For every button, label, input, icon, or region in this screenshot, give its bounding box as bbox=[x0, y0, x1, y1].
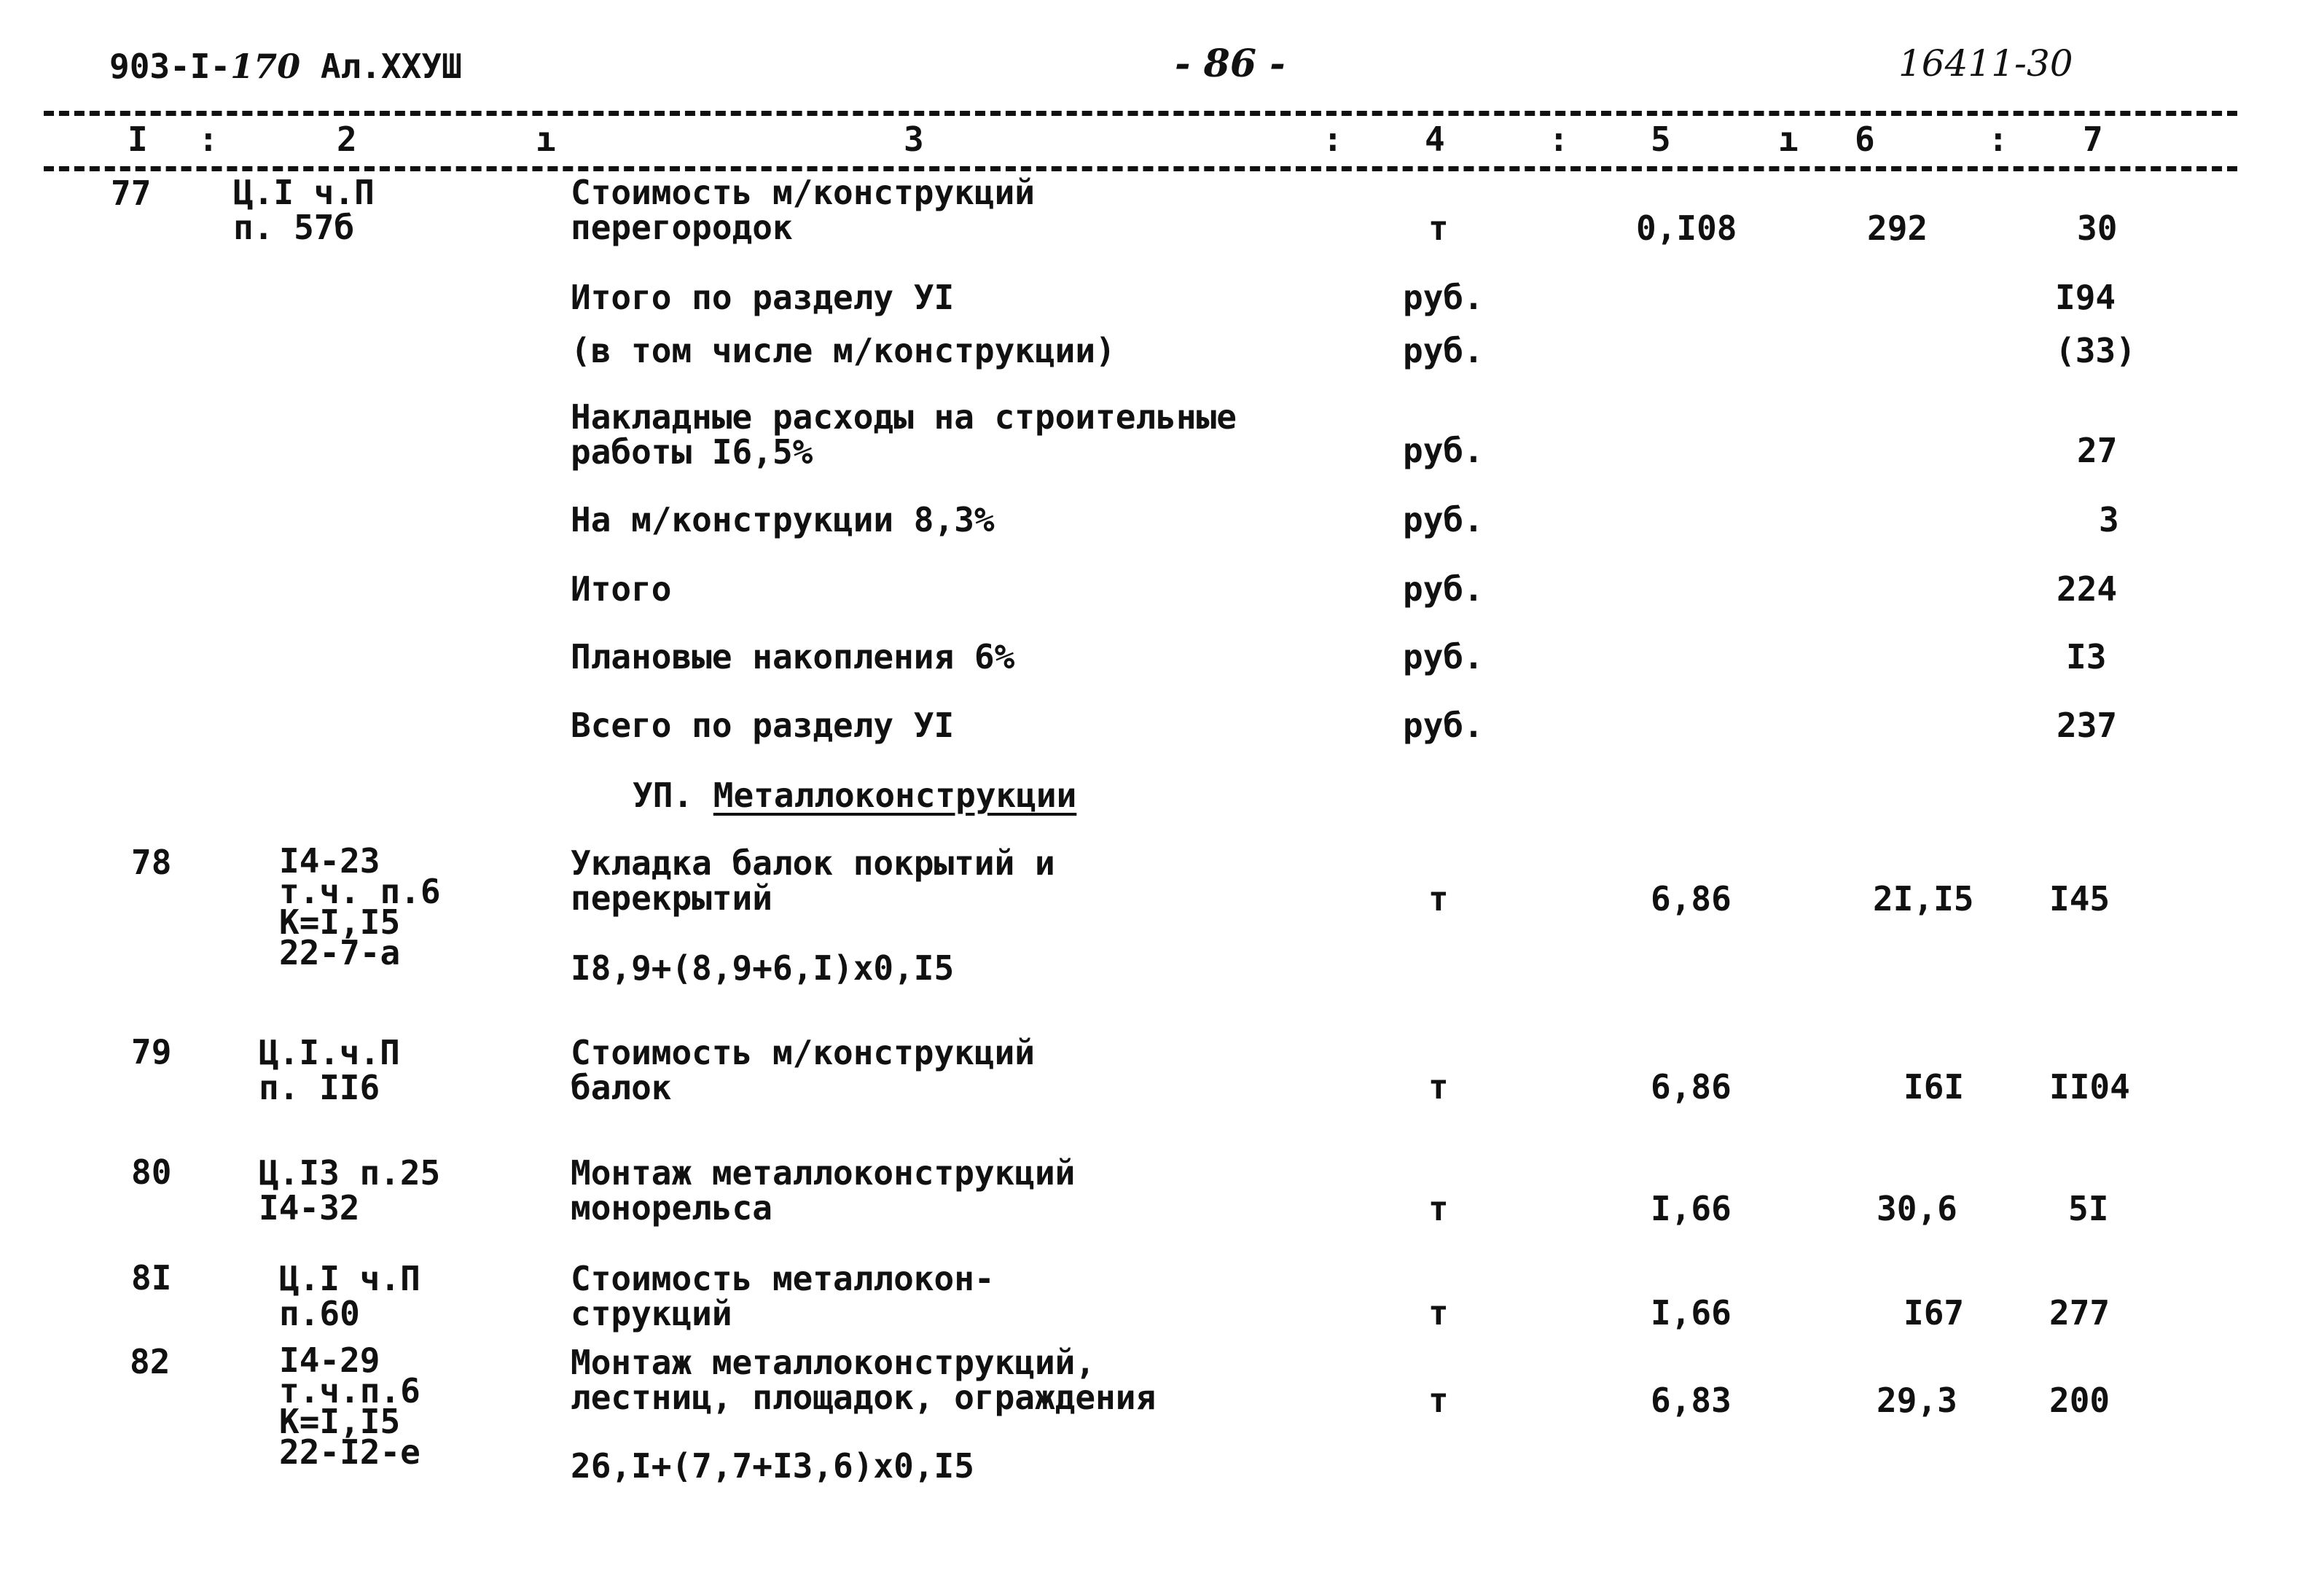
row-78-num: 78 bbox=[131, 843, 172, 882]
row-81-qty: I,66 bbox=[1651, 1293, 1732, 1333]
row-82-ref-line4: 22-I2-е bbox=[279, 1432, 420, 1472]
row-79-ref bbox=[259, 1035, 400, 1105]
row-81-desc-line2: струкций bbox=[571, 1294, 732, 1333]
header-bottom-rule bbox=[44, 166, 2237, 171]
summary-mc-overhead-unit: руб. bbox=[1403, 500, 1484, 539]
header-code bbox=[109, 47, 462, 86]
row-82-ref-line2: т.ч.п.6 bbox=[279, 1371, 420, 1411]
row-78-ref-line1: I4-23 bbox=[279, 841, 380, 881]
row-82-qty: 6,83 bbox=[1651, 1381, 1732, 1420]
summary-grand-total-unit: руб. bbox=[1403, 706, 1484, 745]
row-82-ref-line3: К=I,I5 bbox=[279, 1402, 401, 1441]
summary-overhead-line1: Накладные расходы на строительные bbox=[571, 397, 1237, 437]
row-81-unit: т bbox=[1428, 1293, 1449, 1333]
row-77-desc-line1: Стоимость м/конструкций bbox=[571, 173, 1035, 212]
col-sep-1: : bbox=[198, 120, 219, 159]
summary-planned-unit: руб. bbox=[1403, 637, 1484, 676]
doc-number: 16411-30 bbox=[1898, 42, 2073, 85]
row-81-num: 8I bbox=[131, 1258, 172, 1298]
summary-grand-total-value: 237 bbox=[2057, 706, 2118, 745]
row-79-unit: т bbox=[1428, 1067, 1449, 1107]
row-80-desc bbox=[571, 1153, 1076, 1228]
header-code-prefix: 903-I- bbox=[109, 47, 231, 86]
summary-overhead-unit: руб. bbox=[1403, 431, 1484, 470]
col-header-7: 7 bbox=[2083, 120, 2103, 159]
row-82-ref-line1: I4-29 bbox=[279, 1341, 380, 1380]
summary-section-total-label: Итого по разделу УI bbox=[571, 278, 955, 317]
summary-incl-mc-label: (в том числе м/конструкции) bbox=[571, 331, 1116, 370]
row-81-ref bbox=[279, 1261, 420, 1331]
summary-overhead-value: 27 bbox=[2077, 431, 2118, 470]
row-77-desc-line2: перегородок bbox=[571, 208, 793, 247]
header-top-rule bbox=[44, 111, 2237, 116]
summary-subtotal-value: 224 bbox=[2057, 569, 2118, 609]
summary-subtotal-unit: руб. bbox=[1403, 569, 1484, 609]
row-77-qty: 0,I08 bbox=[1636, 208, 1737, 248]
header-code-handwritten: 170 bbox=[230, 47, 301, 86]
summary-incl-mc-unit: руб. bbox=[1403, 331, 1484, 370]
row-80-ref-line1: Ц.I3 п.25 bbox=[259, 1153, 441, 1193]
summary-overhead-line2: работы I6,5% bbox=[571, 432, 813, 472]
col-sep-2: ı bbox=[536, 120, 556, 159]
col-header-2: 2 bbox=[337, 120, 357, 159]
col-header-1: I bbox=[128, 120, 148, 159]
row-80-num: 80 bbox=[131, 1152, 172, 1192]
row-78-ref-line4: 22-7-а bbox=[279, 933, 401, 972]
row-79-desc bbox=[571, 1035, 1035, 1105]
summary-subtotal-label: Итого bbox=[571, 569, 672, 609]
row-80-qty: I,66 bbox=[1651, 1189, 1732, 1228]
row-82-desc-line2: лестниц, площадок, ограждения bbox=[571, 1378, 1157, 1417]
row-79-total: II04 bbox=[2049, 1067, 2130, 1107]
row-77-total: 30 bbox=[2077, 208, 2118, 248]
row-80-ref-line2: I4-32 bbox=[259, 1188, 360, 1228]
row-78-unit: т bbox=[1428, 879, 1449, 918]
row-77-ref bbox=[233, 175, 375, 245]
row-80-desc-line1: Монтаж металлоконструкций bbox=[571, 1153, 1076, 1193]
row-79-num: 79 bbox=[131, 1032, 172, 1072]
page-number: - 86 - bbox=[1175, 42, 1286, 86]
row-82-formula: 26,I+(7,7+I3,6)x0,I5 bbox=[571, 1446, 974, 1486]
col-sep-5: ı bbox=[1778, 120, 1799, 159]
row-82-desc-line1: Монтаж металлоконструкций, bbox=[571, 1343, 1096, 1382]
col-sep-3: : bbox=[1323, 120, 1343, 159]
col-header-3: 3 bbox=[904, 120, 924, 159]
row-78-total: I45 bbox=[2049, 879, 2110, 918]
row-81-total: 277 bbox=[2049, 1293, 2110, 1333]
row-78-qty: 6,86 bbox=[1651, 879, 1732, 918]
row-79-desc-line2: балок bbox=[571, 1068, 672, 1107]
row-77-price: 292 bbox=[1867, 208, 1928, 248]
row-78-price: 2I,I5 bbox=[1873, 879, 1974, 918]
summary-planned-value: I3 bbox=[2066, 637, 2107, 676]
row-82-num: 82 bbox=[130, 1342, 171, 1381]
row-81-ref-line2: п.60 bbox=[279, 1294, 360, 1333]
header-album: Ал.XXУШ bbox=[320, 47, 462, 86]
row-79-ref-line1: Ц.I.ч.П bbox=[259, 1033, 400, 1072]
row-80-unit: т bbox=[1428, 1189, 1449, 1228]
summary-planned-label: Плановые накопления 6% bbox=[571, 637, 1015, 676]
row-77-unit: т bbox=[1428, 208, 1449, 248]
summary-section-total-value: I94 bbox=[2055, 278, 2116, 317]
summary-grand-total-label: Всего по разделу УI bbox=[571, 706, 955, 745]
row-80-price: 30,6 bbox=[1877, 1189, 1957, 1228]
row-77-num: 77 bbox=[111, 173, 152, 213]
row-77-desc bbox=[571, 175, 1035, 245]
col-header-5: 5 bbox=[1651, 120, 1671, 159]
section-heading-title: Металлоконструкции bbox=[713, 776, 1077, 815]
row-79-desc-line1: Стоимость м/конструкций bbox=[571, 1033, 1035, 1072]
row-78-ref-line2: т.ч. п.6 bbox=[279, 872, 441, 911]
row-79-price: I6I bbox=[1904, 1067, 1965, 1107]
summary-mc-overhead-value: 3 bbox=[2099, 500, 2119, 539]
summary-incl-mc-value: (33) bbox=[2055, 331, 2136, 370]
row-80-desc-line2: монорельса bbox=[571, 1188, 772, 1228]
row-79-ref-line2: п. II6 bbox=[259, 1068, 380, 1107]
row-80-total: 5I bbox=[2068, 1189, 2109, 1228]
row-82-price: 29,3 bbox=[1877, 1381, 1957, 1420]
row-78-formula: I8,9+(8,9+6,I)x0,I5 bbox=[571, 948, 955, 988]
col-header-4: 4 bbox=[1425, 120, 1445, 159]
row-78-desc-line1: Укладка балок покрытий и bbox=[571, 843, 1055, 883]
row-81-desc bbox=[571, 1261, 995, 1331]
summary-section-total-unit: руб. bbox=[1403, 278, 1484, 317]
row-77-ref-line2: п. 57б bbox=[233, 208, 355, 247]
row-82-ref bbox=[279, 1341, 420, 1472]
row-78-desc-line2: перекрытий bbox=[571, 878, 772, 918]
section-heading-prefix: УП. bbox=[633, 776, 694, 815]
row-78-desc bbox=[571, 843, 1055, 918]
row-82-unit: т bbox=[1428, 1381, 1449, 1420]
col-header-6: 6 bbox=[1855, 120, 1875, 159]
row-80-ref bbox=[259, 1153, 441, 1228]
col-sep-4: : bbox=[1549, 120, 1569, 159]
row-81-ref-line1: Ц.I ч.П bbox=[279, 1259, 420, 1298]
row-78-ref-line3: К=I,I5 bbox=[279, 902, 401, 942]
col-sep-6: : bbox=[1988, 120, 2008, 159]
section-heading bbox=[633, 776, 1077, 815]
summary-overhead-label bbox=[571, 397, 1237, 472]
row-81-price: I67 bbox=[1904, 1293, 1965, 1333]
row-82-total: 200 bbox=[2049, 1381, 2110, 1420]
summary-mc-overhead-label: На м/конструкции 8,3% bbox=[571, 500, 995, 539]
row-79-qty: 6,86 bbox=[1651, 1067, 1732, 1107]
row-82-desc bbox=[571, 1345, 1156, 1415]
row-78-ref bbox=[279, 841, 441, 972]
row-77-ref-line1: Ц.I ч.П bbox=[233, 173, 375, 212]
row-81-desc-line1: Стоимость металлокон- bbox=[571, 1259, 995, 1298]
